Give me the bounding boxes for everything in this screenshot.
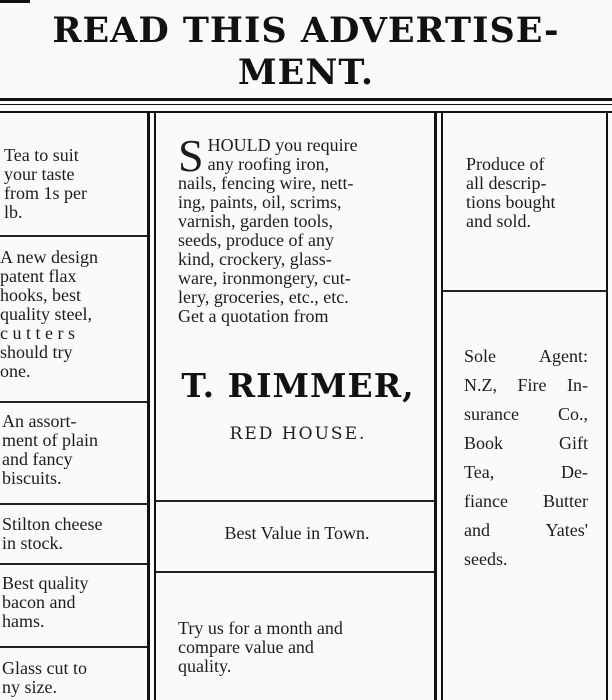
ad-biscuits [2, 412, 122, 488]
best-value: Best Value in Town. [224, 523, 370, 543]
ad-line: kind, crockery, glass- [178, 249, 332, 269]
ad-line: Try us for a month and [178, 618, 343, 638]
ad-line: An assort- [2, 411, 77, 431]
top-rule-fragment [0, 0, 30, 3]
left-box-divider [0, 235, 147, 237]
ad-line: and fancy [2, 449, 73, 469]
ad-line: one. [0, 361, 31, 381]
column-divider-left-a [147, 112, 150, 700]
ad-try-us [178, 619, 410, 676]
ad-line: Produce of [466, 154, 545, 174]
headline-rule-thin [0, 104, 612, 105]
ad-sole-agent [464, 342, 588, 574]
ad-line: Sole Agent: [464, 346, 588, 366]
ad-line: biscuits. [2, 468, 62, 488]
ad-line: all descrip- [466, 173, 547, 193]
ad-line: varnish, garden tools, [178, 211, 333, 231]
ad-line: HOULD you require [207, 135, 358, 155]
ad-line: nails, fencing wire, nett- [178, 173, 354, 193]
ad-line: ing, paints, oil, scrims, [178, 192, 342, 212]
ad-line: ment of plain [2, 430, 98, 450]
ad-line: bacon and [2, 592, 76, 612]
ad-line: Book Gift [464, 433, 588, 453]
ad-line: fiance Butter [464, 491, 588, 511]
ad-flax-hooks [0, 248, 124, 381]
headline-rule-thick [0, 98, 612, 101]
ad-glass [2, 659, 142, 697]
ad-line: A new design [0, 247, 98, 267]
column-divider-right-a [434, 112, 437, 700]
ad-line: your taste [4, 164, 75, 184]
ad-tea [4, 146, 126, 222]
drop-cap: S [178, 130, 204, 181]
ad-line: surance Co., [464, 404, 588, 424]
ad-line: hams. [2, 611, 45, 631]
left-box-divider [0, 503, 147, 505]
column-top-rule [0, 111, 612, 113]
ad-line: and Yates' [464, 520, 588, 540]
ad-line: N.Z, Fire In- [464, 375, 588, 395]
ad-line: Tea, De- [464, 462, 588, 482]
ad-line: hooks, best [0, 285, 81, 305]
ad-line: Best quality [2, 573, 89, 593]
ad-line: ware, ironmongery, cut- [178, 268, 351, 288]
ad-line: Get a quotation from [178, 306, 329, 326]
ad-line: quality steel, [0, 304, 92, 324]
ad-line: patent flax [0, 266, 77, 286]
ad-line: ny size. [2, 677, 57, 697]
ad-line: quality. [178, 656, 232, 676]
column-divider-left-b [154, 112, 156, 700]
ad-line: should try [0, 342, 73, 362]
ad-line: in stock. [2, 533, 63, 553]
ad-line: Tea to suit [4, 145, 79, 165]
left-box-divider [0, 401, 147, 403]
ad-line: Glass cut to [2, 658, 87, 678]
ad-line: lb. [4, 202, 23, 222]
headline-line-1: READ THIS ADVERTISE- [52, 10, 560, 51]
column-divider-right-b [441, 112, 443, 700]
ad-bacon [2, 574, 122, 631]
ad-produce [466, 155, 588, 231]
ad-line: and sold. [466, 211, 531, 231]
ad-line: c u t t e r s [0, 323, 75, 343]
headline [0, 10, 612, 94]
headline-line-2: MENT. [237, 52, 375, 93]
merchant-name: T. RIMMER, [181, 366, 415, 405]
left-box-divider [0, 563, 147, 565]
premises-name: RED HOUSE. [229, 424, 367, 444]
ad-line: any roofing iron, [207, 154, 330, 174]
ad-line: from 1s per [4, 183, 87, 203]
ad-rimmer-body [178, 130, 414, 326]
right-box-divider [443, 290, 606, 292]
ad-line: Stilton cheese [2, 514, 103, 534]
right-edge-rule [606, 112, 608, 700]
ad-line: lery, groceries, etc., etc. [178, 287, 349, 307]
center-box-divider [156, 500, 434, 502]
ad-line: seeds. [464, 549, 508, 569]
ad-line: seeds, produce of any [178, 230, 334, 250]
ad-line: compare value and [178, 637, 314, 657]
ad-line: tions bought [466, 192, 556, 212]
center-box-divider [156, 571, 434, 573]
ad-stilton [2, 515, 142, 553]
left-box-divider [0, 646, 147, 648]
